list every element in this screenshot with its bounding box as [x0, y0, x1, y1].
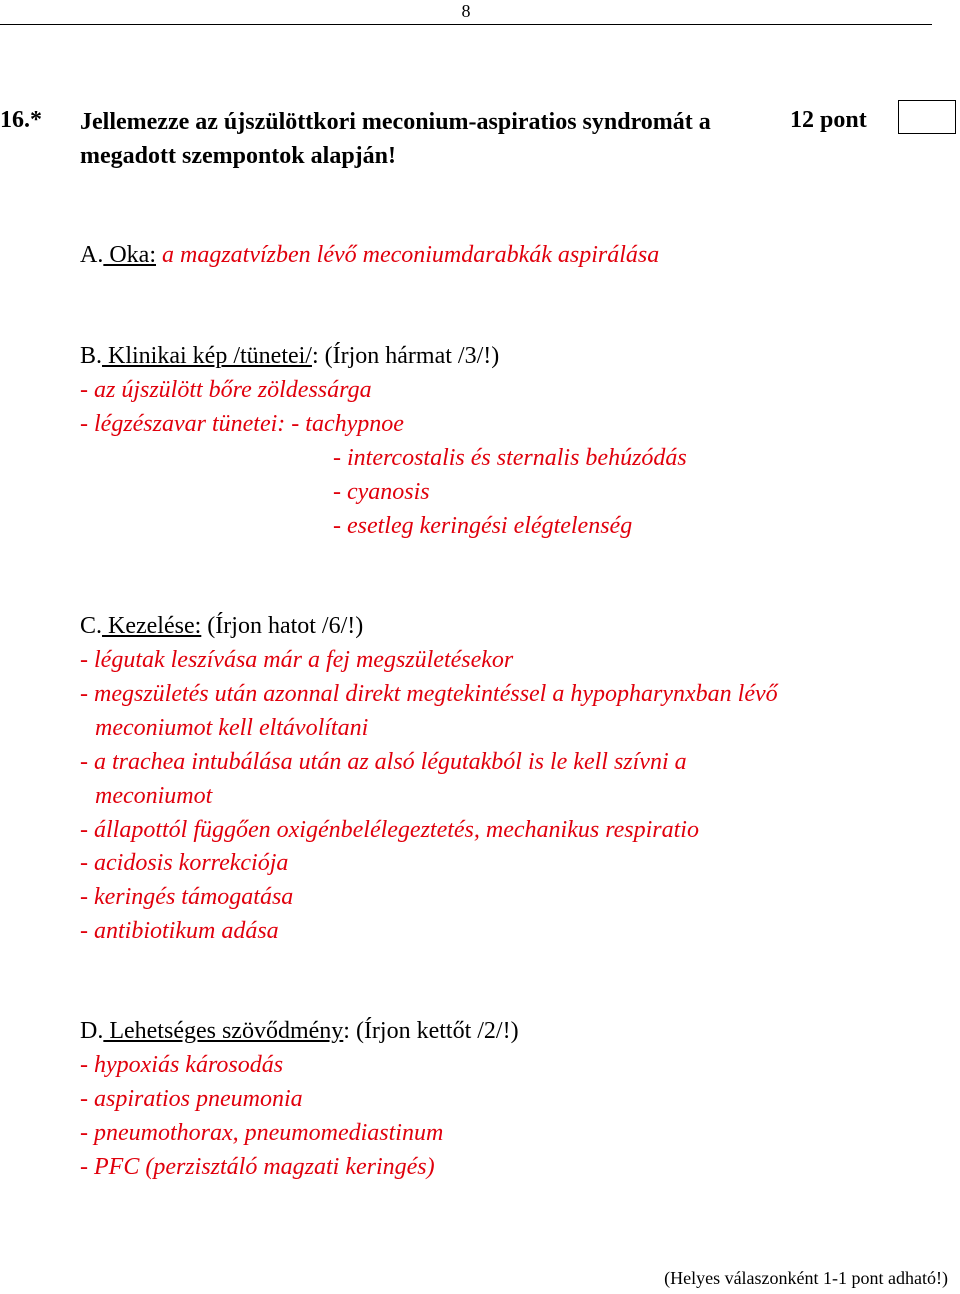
section-c-answer: - keringés támogatása: [80, 884, 294, 910]
section-b-heading: Klinikai kép /tünetei/: [102, 343, 312, 369]
section-d-instruction: : (Írjon kettőt /2/!): [343, 1018, 519, 1044]
section-c-answer: - megszületés után azonnal direkt megtekintéssel a hypopharynxban lévő: [80, 681, 778, 707]
section-c-answer: - acidosis korrekciója: [80, 850, 289, 876]
section-a-heading: Oka:: [103, 242, 156, 268]
section-b-answer: - esetleg keringési elégtelenség: [333, 513, 633, 539]
section-d-answer: - aspiratios pneumonia: [80, 1086, 303, 1112]
section-c-answer: meconiumot: [95, 783, 213, 809]
section-b-answer: - légzészavar tünetei: - tachypnoe: [80, 411, 404, 437]
scoring-note: (Helyes válaszonként 1-1 pont adható!): [664, 1268, 948, 1288]
section-d-heading: Lehetséges szövődmény: [103, 1018, 344, 1044]
question-points: 12 pont: [790, 107, 867, 133]
section-b-answer: - az újszülött bőre zöldessárga: [80, 377, 372, 403]
section-d-answer: - pneumothorax, pneumomediastinum: [80, 1120, 444, 1146]
question-title: Jellemezze az újszülöttkori meconium-aspiratios syndromát a megadott szempontok alapján!: [80, 109, 711, 169]
section-c-answer: - légutak leszívása már a fej megszületésekor: [80, 647, 514, 673]
section-b-answer: - cyanosis: [333, 479, 430, 505]
section-b-answer: - intercostalis és sternalis behúzódás: [333, 445, 687, 471]
page-number: 8: [461, 1, 471, 21]
section-c-header: [80, 609, 363, 643]
section-d-header: [80, 1014, 519, 1048]
section-c-letter: C.: [80, 613, 103, 639]
section-a-answer: a magzatvízben lévő meconiumdarabkák aspirálása: [156, 242, 660, 268]
section-b-instruction: : (Írjon hármat /3/!): [311, 343, 500, 369]
section-d-answer: - PFC (perzisztáló magzati keringés): [80, 1154, 435, 1180]
section-a-letter: A.: [80, 242, 104, 268]
section-a: [80, 238, 659, 272]
section-c-answer: - antibiotikum adása: [80, 918, 279, 944]
section-b-letter: B.: [80, 343, 103, 369]
section-b-header: [80, 339, 499, 373]
section-c-answer: - a trachea intubálása után az alsó légutakból is le kell szívni a: [80, 749, 687, 775]
section-c-answer: meconiumot kell eltávolítani: [95, 715, 369, 741]
section-d-letter: D.: [80, 1018, 104, 1044]
score-box[interactable]: [898, 100, 956, 134]
section-c-instruction: (Írjon hatot /6/!): [201, 613, 364, 639]
question-number: 16.*: [0, 107, 42, 133]
section-c-answer: - állapottól függően oxigénbelélegeztetés, mechanikus respiratio: [80, 817, 699, 843]
section-d-answer: - hypoxiás károsodás: [80, 1052, 284, 1078]
section-c-heading: Kezelése:: [102, 613, 202, 639]
header-rule: [0, 24, 932, 25]
